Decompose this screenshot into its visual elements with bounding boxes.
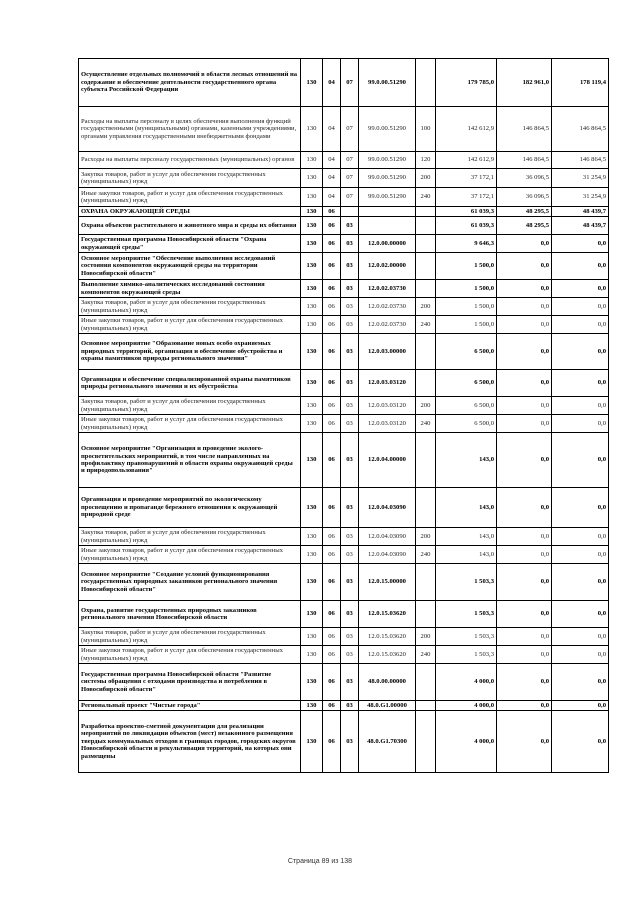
row-vr-code: 120 [416, 152, 436, 169]
row-amount-3: 0,0 [552, 415, 609, 433]
row-rz-code: 06 [323, 664, 341, 701]
row-rz-code: 06 [323, 334, 341, 370]
row-amount-1: 1 503,3 [436, 628, 497, 646]
row-amount-1: 142 612,9 [436, 107, 497, 152]
row-rz-code: 06 [323, 701, 341, 711]
row-amount-2: 0,0 [497, 646, 552, 664]
row-pr-code: 07 [341, 152, 359, 169]
row-amount-3: 0,0 [552, 433, 609, 488]
table-row [79, 280, 609, 298]
row-amount-3: 0,0 [552, 564, 609, 601]
row-csr-code: 99.0.00.51290 [359, 107, 416, 152]
row-pr-code: 03 [341, 601, 359, 628]
row-amount-1: 9 646,3 [436, 235, 497, 253]
row-amount-1: 1 500,0 [436, 280, 497, 298]
row-pr-code: 03 [341, 316, 359, 334]
row-vd-code: 130 [301, 280, 323, 298]
table-row [79, 370, 609, 397]
row-amount-2: 0,0 [497, 628, 552, 646]
row-name: Закупка товаров, работ и услуг для обеспечения государственных (муниципальных) нужд [79, 397, 301, 415]
row-amount-3: 0,0 [552, 334, 609, 370]
table-row [79, 415, 609, 433]
row-amount-2: 0,0 [497, 334, 552, 370]
row-name: Закупка товаров, работ и услуг для обеспечения государственных (муниципальных) нужд [79, 169, 301, 188]
table-row [79, 253, 609, 280]
row-vr-code [416, 433, 436, 488]
row-amount-3: 0,0 [552, 488, 609, 528]
row-vd-code: 130 [301, 564, 323, 601]
row-amount-1: 61 039,3 [436, 217, 497, 235]
row-name: Закупка товаров, работ и услуг для обеспечения государственных (муниципальных) нужд [79, 298, 301, 316]
row-amount-3: 0,0 [552, 664, 609, 701]
row-pr-code: 03 [341, 235, 359, 253]
row-pr-code: 07 [341, 107, 359, 152]
row-name: ОХРАНА ОКРУЖАЮЩЕЙ СРЕДЫ [79, 207, 301, 217]
row-rz-code: 06 [323, 298, 341, 316]
row-amount-2: 0,0 [497, 415, 552, 433]
table-row [79, 628, 609, 646]
row-vr-code [416, 701, 436, 711]
row-pr-code: 03 [341, 433, 359, 488]
row-pr-code: 03 [341, 397, 359, 415]
row-name: Основное мероприятие "Создание условий функционирования государственных природных заказников регионального значения Новосибирской области" [79, 564, 301, 601]
table-row [79, 152, 609, 169]
page-footer: Страница 89 из 138 [287, 858, 353, 865]
row-vd-code: 130 [301, 207, 323, 217]
row-vr-code [416, 217, 436, 235]
row-vr-code: 240 [416, 415, 436, 433]
row-name: Иные закупки товаров, работ и услуг для обеспечения государственных (муниципальных) нужд [79, 546, 301, 564]
row-amount-1: 143,0 [436, 488, 497, 528]
row-amount-1: 6 500,0 [436, 415, 497, 433]
row-vr-code [416, 601, 436, 628]
row-vd-code: 130 [301, 528, 323, 546]
table-row [79, 188, 609, 207]
row-vd-code: 130 [301, 59, 323, 107]
row-amount-3: 0,0 [552, 253, 609, 280]
row-amount-1: 6 500,0 [436, 370, 497, 397]
row-amount-3: 178 119,4 [552, 59, 609, 107]
row-amount-1: 142 612,9 [436, 152, 497, 169]
row-vd-code: 130 [301, 334, 323, 370]
row-rz-code: 06 [323, 280, 341, 298]
row-amount-1: 143,0 [436, 546, 497, 564]
table-row [79, 397, 609, 415]
row-amount-2: 146 864,5 [497, 152, 552, 169]
row-vr-code [416, 334, 436, 370]
row-amount-3: 0,0 [552, 397, 609, 415]
row-csr-code: 99.0.00.51290 [359, 152, 416, 169]
row-vd-code: 130 [301, 397, 323, 415]
row-vd-code: 130 [301, 316, 323, 334]
row-vd-code: 130 [301, 433, 323, 488]
row-csr-code: 12.0.04.03090 [359, 488, 416, 528]
row-vr-code [416, 370, 436, 397]
row-amount-2: 48 295,5 [497, 217, 552, 235]
row-vd-code: 130 [301, 370, 323, 397]
row-amount-2: 36 096,5 [497, 169, 552, 188]
row-csr-code: 12.0.02.03730 [359, 316, 416, 334]
row-name: Региональный проект "Чистые города" [79, 701, 301, 711]
row-amount-2: 36 096,5 [497, 188, 552, 207]
row-vd-code: 130 [301, 488, 323, 528]
row-amount-1: 143,0 [436, 528, 497, 546]
row-pr-code: 03 [341, 664, 359, 701]
table-row [79, 711, 609, 773]
row-amount-2: 0,0 [497, 601, 552, 628]
row-csr-code: 99.0.00.51290 [359, 169, 416, 188]
row-csr-code: 12.0.04.03090 [359, 546, 416, 564]
row-name: Иные закупки товаров, работ и услуг для обеспечения государственных (муниципальных) нужд [79, 646, 301, 664]
row-rz-code: 06 [323, 415, 341, 433]
row-pr-code: 03 [341, 528, 359, 546]
row-rz-code: 06 [323, 488, 341, 528]
row-amount-3: 0,0 [552, 280, 609, 298]
row-vr-code [416, 235, 436, 253]
row-amount-2: 0,0 [497, 397, 552, 415]
row-vr-code: 240 [416, 316, 436, 334]
row-pr-code: 03 [341, 628, 359, 646]
table-row [79, 701, 609, 711]
row-csr-code: 12.0.15.03620 [359, 601, 416, 628]
row-amount-2: 0,0 [497, 488, 552, 528]
table-row [79, 528, 609, 546]
row-amount-1: 143,0 [436, 433, 497, 488]
row-amount-1: 37 172,1 [436, 188, 497, 207]
row-vr-code [416, 280, 436, 298]
row-amount-1: 1 500,0 [436, 316, 497, 334]
row-amount-2: 182 961,0 [497, 59, 552, 107]
row-csr-code [359, 207, 416, 217]
row-pr-code: 03 [341, 280, 359, 298]
row-rz-code: 06 [323, 564, 341, 601]
row-vd-code: 130 [301, 152, 323, 169]
row-name: Государственная программа Новосибирской области "Охрана окружающей среды" [79, 235, 301, 253]
row-csr-code [359, 217, 416, 235]
row-csr-code: 99.0.00.51290 [359, 59, 416, 107]
table-row [79, 235, 609, 253]
row-rz-code: 06 [323, 528, 341, 546]
row-amount-2: 0,0 [497, 664, 552, 701]
row-amount-1: 6 500,0 [436, 397, 497, 415]
row-name: Расходы на выплаты персоналу в целях обеспечения выполнения функций государственными (муниципальными) органами, казенными учреждениями, органами управления государственными внебюджетными фондами [79, 107, 301, 152]
row-pr-code: 03 [341, 488, 359, 528]
row-rz-code: 04 [323, 169, 341, 188]
row-pr-code: 03 [341, 701, 359, 711]
row-vd-code: 130 [301, 701, 323, 711]
row-amount-2: 0,0 [497, 701, 552, 711]
table-row [79, 207, 609, 217]
row-name: Охрана объектов растительного и животного мира и среды их обитания [79, 217, 301, 235]
row-name: Закупка товаров, работ и услуг для обеспечения государственных (муниципальных) нужд [79, 628, 301, 646]
row-vd-code: 130 [301, 711, 323, 773]
row-csr-code: 48.0.00.00000 [359, 664, 416, 701]
row-csr-code: 12.0.15.00000 [359, 564, 416, 601]
row-name: Разработка проектно-сметной документации для реализации мероприятий по ликвидации объектов (мест) незаконного размещения твердых коммунальных отходов в границах городов, городских округов Новосибирской области и рекультивация территорий, на которых они размещены [79, 711, 301, 773]
row-vr-code: 240 [416, 546, 436, 564]
row-pr-code: 07 [341, 188, 359, 207]
row-name: Основное мероприятие "Организация и проведение эколого-просветительских мероприятий, в том числе направленных на профилактику правонарушений в области охраны окружающей среды и природопользования" [79, 433, 301, 488]
row-amount-3: 0,0 [552, 628, 609, 646]
row-amount-3: 0,0 [552, 646, 609, 664]
row-name: Выполнение химико-аналитических исследований состояния компонентов окружающей среды [79, 280, 301, 298]
row-vr-code: 200 [416, 628, 436, 646]
row-amount-3: 0,0 [552, 316, 609, 334]
row-name: Основное мероприятие "Обеспечение выполнения исследований состояния компонентов окружающей среды на территории Новосибирской области" [79, 253, 301, 280]
row-rz-code: 06 [323, 711, 341, 773]
table-row [79, 217, 609, 235]
row-amount-3: 0,0 [552, 711, 609, 773]
row-vr-code [416, 207, 436, 217]
row-amount-2: 0,0 [497, 370, 552, 397]
row-rz-code: 06 [323, 207, 341, 217]
row-vr-code [416, 664, 436, 701]
row-amount-2: 0,0 [497, 316, 552, 334]
row-amount-2: 0,0 [497, 711, 552, 773]
row-vd-code: 130 [301, 169, 323, 188]
row-vr-code [416, 59, 436, 107]
row-amount-1: 1 500,0 [436, 298, 497, 316]
row-pr-code: 03 [341, 646, 359, 664]
row-csr-code: 12.0.03.03120 [359, 415, 416, 433]
row-rz-code: 06 [323, 370, 341, 397]
row-rz-code: 04 [323, 107, 341, 152]
row-amount-3: 146 864,5 [552, 107, 609, 152]
row-amount-3: 0,0 [552, 235, 609, 253]
row-amount-1: 61 039,3 [436, 207, 497, 217]
row-csr-code: 12.0.15.03620 [359, 628, 416, 646]
row-csr-code: 12.0.04.03090 [359, 528, 416, 546]
row-vd-code: 130 [301, 253, 323, 280]
row-name: Иные закупки товаров, работ и услуг для обеспечения государственных (муниципальных) нужд [79, 316, 301, 334]
row-rz-code: 04 [323, 188, 341, 207]
row-amount-1: 4 000,0 [436, 664, 497, 701]
row-amount-2: 0,0 [497, 280, 552, 298]
row-name: Закупка товаров, работ и услуг для обеспечения государственных (муниципальных) нужд [79, 528, 301, 546]
table-row [79, 664, 609, 701]
row-rz-code: 04 [323, 59, 341, 107]
budget-table-sheet [78, 58, 608, 773]
row-name: Организация и проведение мероприятий по экологическому просвещению и пропаганде бережного отношения к окружающей природной среде [79, 488, 301, 528]
row-amount-2: 0,0 [497, 298, 552, 316]
row-vr-code: 200 [416, 298, 436, 316]
row-vd-code: 130 [301, 217, 323, 235]
row-amount-1: 1 500,0 [436, 253, 497, 280]
row-name: Иные закупки товаров, работ и услуг для обеспечения государственных (муниципальных) нужд [79, 188, 301, 207]
row-vr-code: 100 [416, 107, 436, 152]
row-amount-3: 48 439,7 [552, 207, 609, 217]
row-csr-code: 12.0.02.03730 [359, 280, 416, 298]
row-amount-1: 6 500,0 [436, 334, 497, 370]
row-rz-code: 06 [323, 217, 341, 235]
row-amount-2: 146 864,5 [497, 107, 552, 152]
row-amount-1: 1 503,3 [436, 564, 497, 601]
row-rz-code: 06 [323, 601, 341, 628]
row-amount-2: 0,0 [497, 546, 552, 564]
table-body [79, 59, 609, 773]
row-csr-code: 48.0.G1.00000 [359, 701, 416, 711]
row-vd-code: 130 [301, 664, 323, 701]
row-pr-code: 03 [341, 253, 359, 280]
row-pr-code: 03 [341, 334, 359, 370]
row-vr-code [416, 564, 436, 601]
row-amount-3: 48 439,7 [552, 217, 609, 235]
row-csr-code: 48.0.G1.70300 [359, 711, 416, 773]
row-pr-code: 03 [341, 217, 359, 235]
row-rz-code: 06 [323, 235, 341, 253]
row-amount-3: 0,0 [552, 546, 609, 564]
table-row [79, 169, 609, 188]
table-row [79, 546, 609, 564]
row-vd-code: 130 [301, 298, 323, 316]
table-row [79, 646, 609, 664]
row-amount-2: 0,0 [497, 433, 552, 488]
row-vr-code [416, 253, 436, 280]
row-rz-code: 06 [323, 253, 341, 280]
budget-table [78, 58, 609, 773]
row-vd-code: 130 [301, 628, 323, 646]
row-csr-code: 12.0.03.03120 [359, 397, 416, 415]
table-row [79, 107, 609, 152]
row-amount-3: 0,0 [552, 528, 609, 546]
table-row [79, 316, 609, 334]
row-amount-2: 0,0 [497, 564, 552, 601]
row-name: Иные закупки товаров, работ и услуг для обеспечения государственных (муниципальных) нужд [79, 415, 301, 433]
row-vr-code: 240 [416, 188, 436, 207]
row-vd-code: 130 [301, 235, 323, 253]
row-amount-1: 1 503,3 [436, 601, 497, 628]
row-pr-code: 03 [341, 564, 359, 601]
row-amount-1: 4 000,0 [436, 701, 497, 711]
row-name: Охрана, развитие государственных природных заказников регионального значения Новосибирской области [79, 601, 301, 628]
row-amount-1: 4 000,0 [436, 711, 497, 773]
row-pr-code: 03 [341, 298, 359, 316]
row-name: Организация и обеспечение специализированной охраны памятников природы регионального значения и их обустройства [79, 370, 301, 397]
row-csr-code: 99.0.00.51290 [359, 188, 416, 207]
row-rz-code: 06 [323, 628, 341, 646]
row-amount-1: 37 172,1 [436, 169, 497, 188]
row-pr-code [341, 207, 359, 217]
row-amount-1: 1 503,3 [436, 646, 497, 664]
row-vr-code [416, 488, 436, 528]
row-csr-code: 12.0.02.00000 [359, 253, 416, 280]
row-amount-2: 0,0 [497, 528, 552, 546]
row-csr-code: 12.0.02.03730 [359, 298, 416, 316]
row-pr-code: 07 [341, 169, 359, 188]
row-rz-code: 04 [323, 152, 341, 169]
table-row [79, 564, 609, 601]
table-row [79, 601, 609, 628]
row-csr-code: 12.0.15.03620 [359, 646, 416, 664]
table-row [79, 334, 609, 370]
row-amount-3: 0,0 [552, 298, 609, 316]
row-rz-code: 06 [323, 646, 341, 664]
row-name: Основное мероприятие "Образование новых особо охраняемых природных территорий, организация и обеспечение обустройства и охраны памятников природы регионального значения" [79, 334, 301, 370]
row-name: Расходы на выплаты персоналу государственных (муниципальных) органов [79, 152, 301, 169]
row-vr-code: 200 [416, 528, 436, 546]
row-amount-3: 0,0 [552, 370, 609, 397]
row-amount-3: 0,0 [552, 601, 609, 628]
row-amount-2: 0,0 [497, 235, 552, 253]
row-vd-code: 130 [301, 646, 323, 664]
row-rz-code: 06 [323, 433, 341, 488]
row-vr-code [416, 711, 436, 773]
row-name: Государственная программа Новосибирской области "Развитие системы обращения с отходами производства и потребления в Новосибирской области" [79, 664, 301, 701]
row-amount-3: 146 864,5 [552, 152, 609, 169]
row-csr-code: 12.0.03.03120 [359, 370, 416, 397]
row-vr-code: 200 [416, 169, 436, 188]
row-csr-code: 12.0.00.00000 [359, 235, 416, 253]
row-amount-3: 31 254,9 [552, 188, 609, 207]
row-amount-2: 48 295,5 [497, 207, 552, 217]
table-row [79, 433, 609, 488]
row-vd-code: 130 [301, 188, 323, 207]
row-vr-code: 200 [416, 397, 436, 415]
row-pr-code: 07 [341, 59, 359, 107]
row-pr-code: 03 [341, 370, 359, 397]
row-vr-code: 240 [416, 646, 436, 664]
row-csr-code: 12.0.04.00000 [359, 433, 416, 488]
row-pr-code: 03 [341, 711, 359, 773]
row-pr-code: 03 [341, 415, 359, 433]
row-amount-1: 179 785,0 [436, 59, 497, 107]
table-row [79, 488, 609, 528]
row-rz-code: 06 [323, 546, 341, 564]
row-rz-code: 06 [323, 397, 341, 415]
row-rz-code: 06 [323, 316, 341, 334]
table-row [79, 298, 609, 316]
row-vd-code: 130 [301, 107, 323, 152]
row-amount-3: 31 254,9 [552, 169, 609, 188]
table-row [79, 59, 609, 107]
row-vd-code: 130 [301, 601, 323, 628]
row-amount-3: 0,0 [552, 701, 609, 711]
row-csr-code: 12.0.03.00000 [359, 334, 416, 370]
row-vd-code: 130 [301, 415, 323, 433]
row-amount-2: 0,0 [497, 253, 552, 280]
row-name: Осуществление отдельных полномочий в области лесных отношений на содержание и обеспечение деятельности государственного органа субъекта Российской Федерации [79, 59, 301, 107]
row-vd-code: 130 [301, 546, 323, 564]
row-pr-code: 03 [341, 546, 359, 564]
